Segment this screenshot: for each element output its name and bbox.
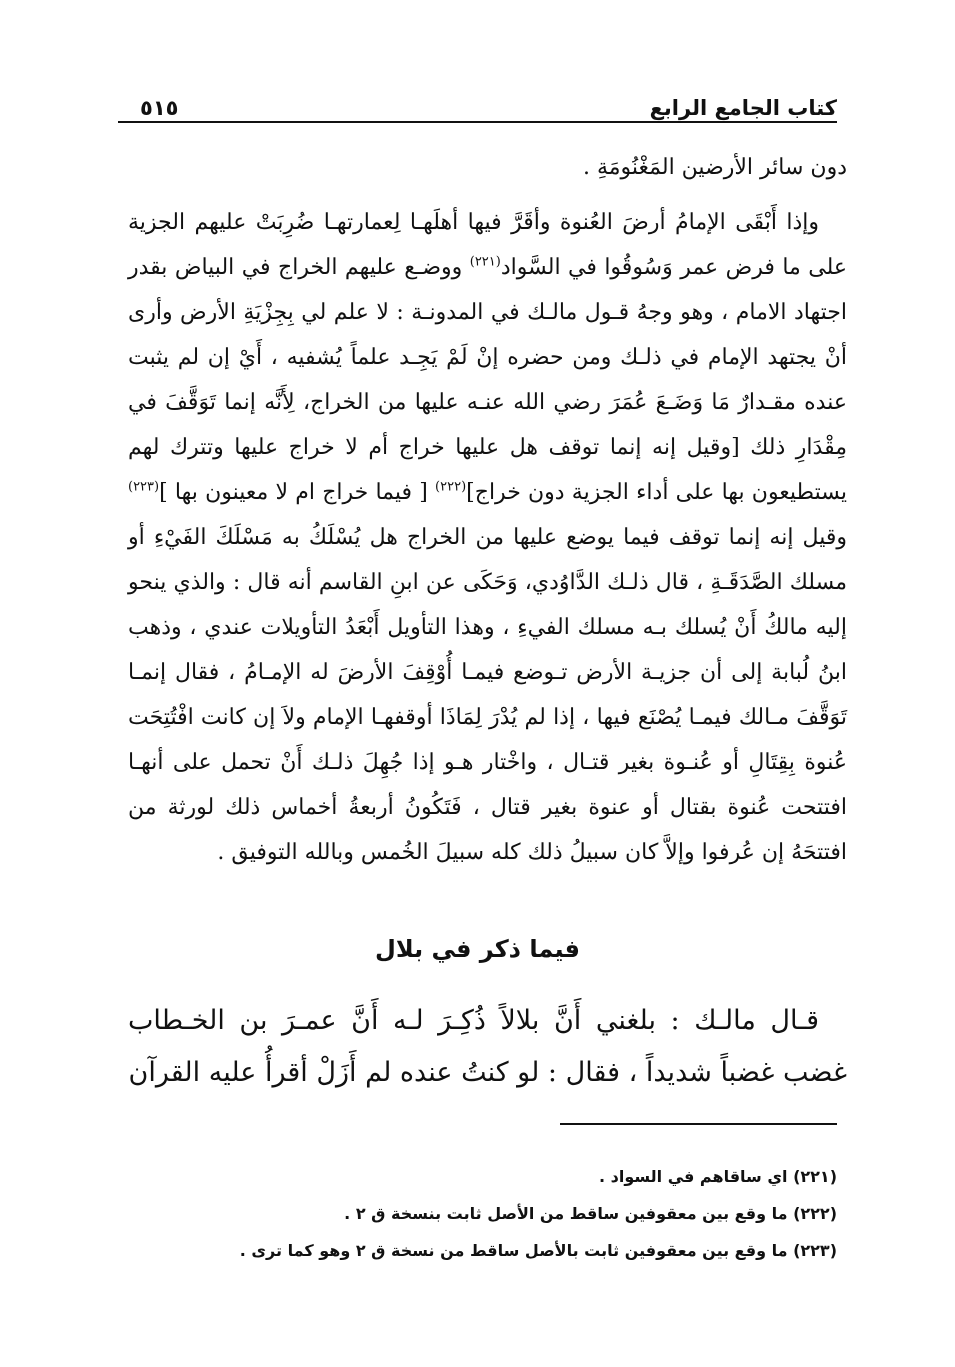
main-text <box>128 145 847 875</box>
footnote-ref-221: (٢٢١) <box>469 254 501 270</box>
footnote-223: (٢٢٣) ما وقع بين معقوفين ثابت بالأصل ساقط من نسخة ق ٢ وهو كما ترى . <box>239 1241 837 1260</box>
paragraph-1: دون سائر الأرضين المَغْنُومَةِ . <box>582 155 847 180</box>
paragraph-2-part-a: وإذا أَبْقَى الإمامُ أرضَ العُنوة وأقَرَّ فيها أهلَهـا لِعمارتهـا ضُرِبَتْ عليهم الجزية على ما فرض عمر وَسُوقُوا في السَّواد <box>128 210 848 280</box>
book-title: كتاب الجامع الرابع <box>649 96 837 120</box>
section-paragraph: قـال مالـك : بلغني أَنَّ بلالاً ذُكِـرَ لـه أَنَّ عمـرَ بن الخـطاب غضب غضباً شديداً ، فقال : لو كنتُ عنده لم أَزَلْ أقرأُ عليه القرآن <box>128 1005 847 1088</box>
paragraph-2-part-d: وقيل إنه إنما توقف فيما يوضع عليها من الخراج هل يُسْلَكُ به مَسْلَكَ الفَيْءِ أو مسلك الصَّدَقَـةِ ، قال ذلـك الدَّاوُدي، وَحَكَى عن ابنِ القاسم أنه قال : والذي ينحو إليه مالكُ أَنْ يُسلك بـه مسلك الفيءِ ، وهذا التأويل أَبْعَدُ التأويلات عندي ، وذهب ابنُ لُبابة إلى أن جزيـة الأرض تـوضع فيمـا أُوْقِفَ الأرضَ له الإمـامُ ، فقال إنمـا تَوَقَّفَ مـالك فيمـا يُصْنَع فيها ، إذا لم يُدْرَ لِمَاذَا أوقفهـا الإمام ولاَ إن كانت افْتُتِحَت عُنوة بِقِتَالِ أو عُنـوة بغير قتـال ، واخْتار هـو إذا جُهِلَ ذلـك أَنْ تحمل على أنهـا افتتحت عُنوة بقتال أو عنوة بغير قتال ، فَتَكُونُ أربعةُ أخماس ذلك لورثة من افتتحَهُ إن عُرفوا وإلاَّ كان سبيلُ ذلك كله سبيلَ الخُمس وبالله التوفيق . <box>128 525 847 865</box>
footnote-ref-222: (٢٢٢) <box>435 479 467 495</box>
header-rule <box>118 121 837 123</box>
paragraph-2 <box>128 200 847 875</box>
running-header <box>140 78 837 120</box>
section-text <box>128 995 847 1099</box>
paragraph-2-part-c: [ فيما خراج ام لا معينون بها ] <box>159 480 436 505</box>
paragraph-2-part-b: ووضـع عليهم الخراج في البياض بقدر اجتهاد الامام ، وهو وجهُ قـول مالـك في المدونـة : لا علم لي بِجِزْيَةِ الأرض وأرى أنْ يجتهد الإمام في ذلـك ومن حضره إنْ لَمْ يَجِـد علماً يُشفيه ، أَيْ إن لم يثبت عنده مقـدارٌ مَا وَضَـعَ عُمَرَ رضي الله عنـه عليها من الخراج، لِأَنَّه إنما تَوَقَّفَ في مِقْدَارِ ذلك [وقيل إنه إنما توقف هل عليها خراج أم لا خراج عليها وتترك لهم يستطيعون بها على أداء الجزية دون خراج] <box>128 255 847 505</box>
page-number: ٥١٥ <box>140 96 179 120</box>
footnote-221: (٢٢١) اي ساقاهم في السواد . <box>598 1167 837 1186</box>
footnote-222: (٢٢٢) ما وقع بين معقوفين ساقط من الأصل ثابت بنسخة ق ٢ . <box>344 1204 837 1223</box>
footnote-ref-223: (٢٢٣) <box>128 479 160 495</box>
footnotes <box>118 1158 837 1269</box>
section-heading: فيما ذكر في بلال <box>375 935 580 963</box>
footnote-rule <box>560 1123 837 1125</box>
